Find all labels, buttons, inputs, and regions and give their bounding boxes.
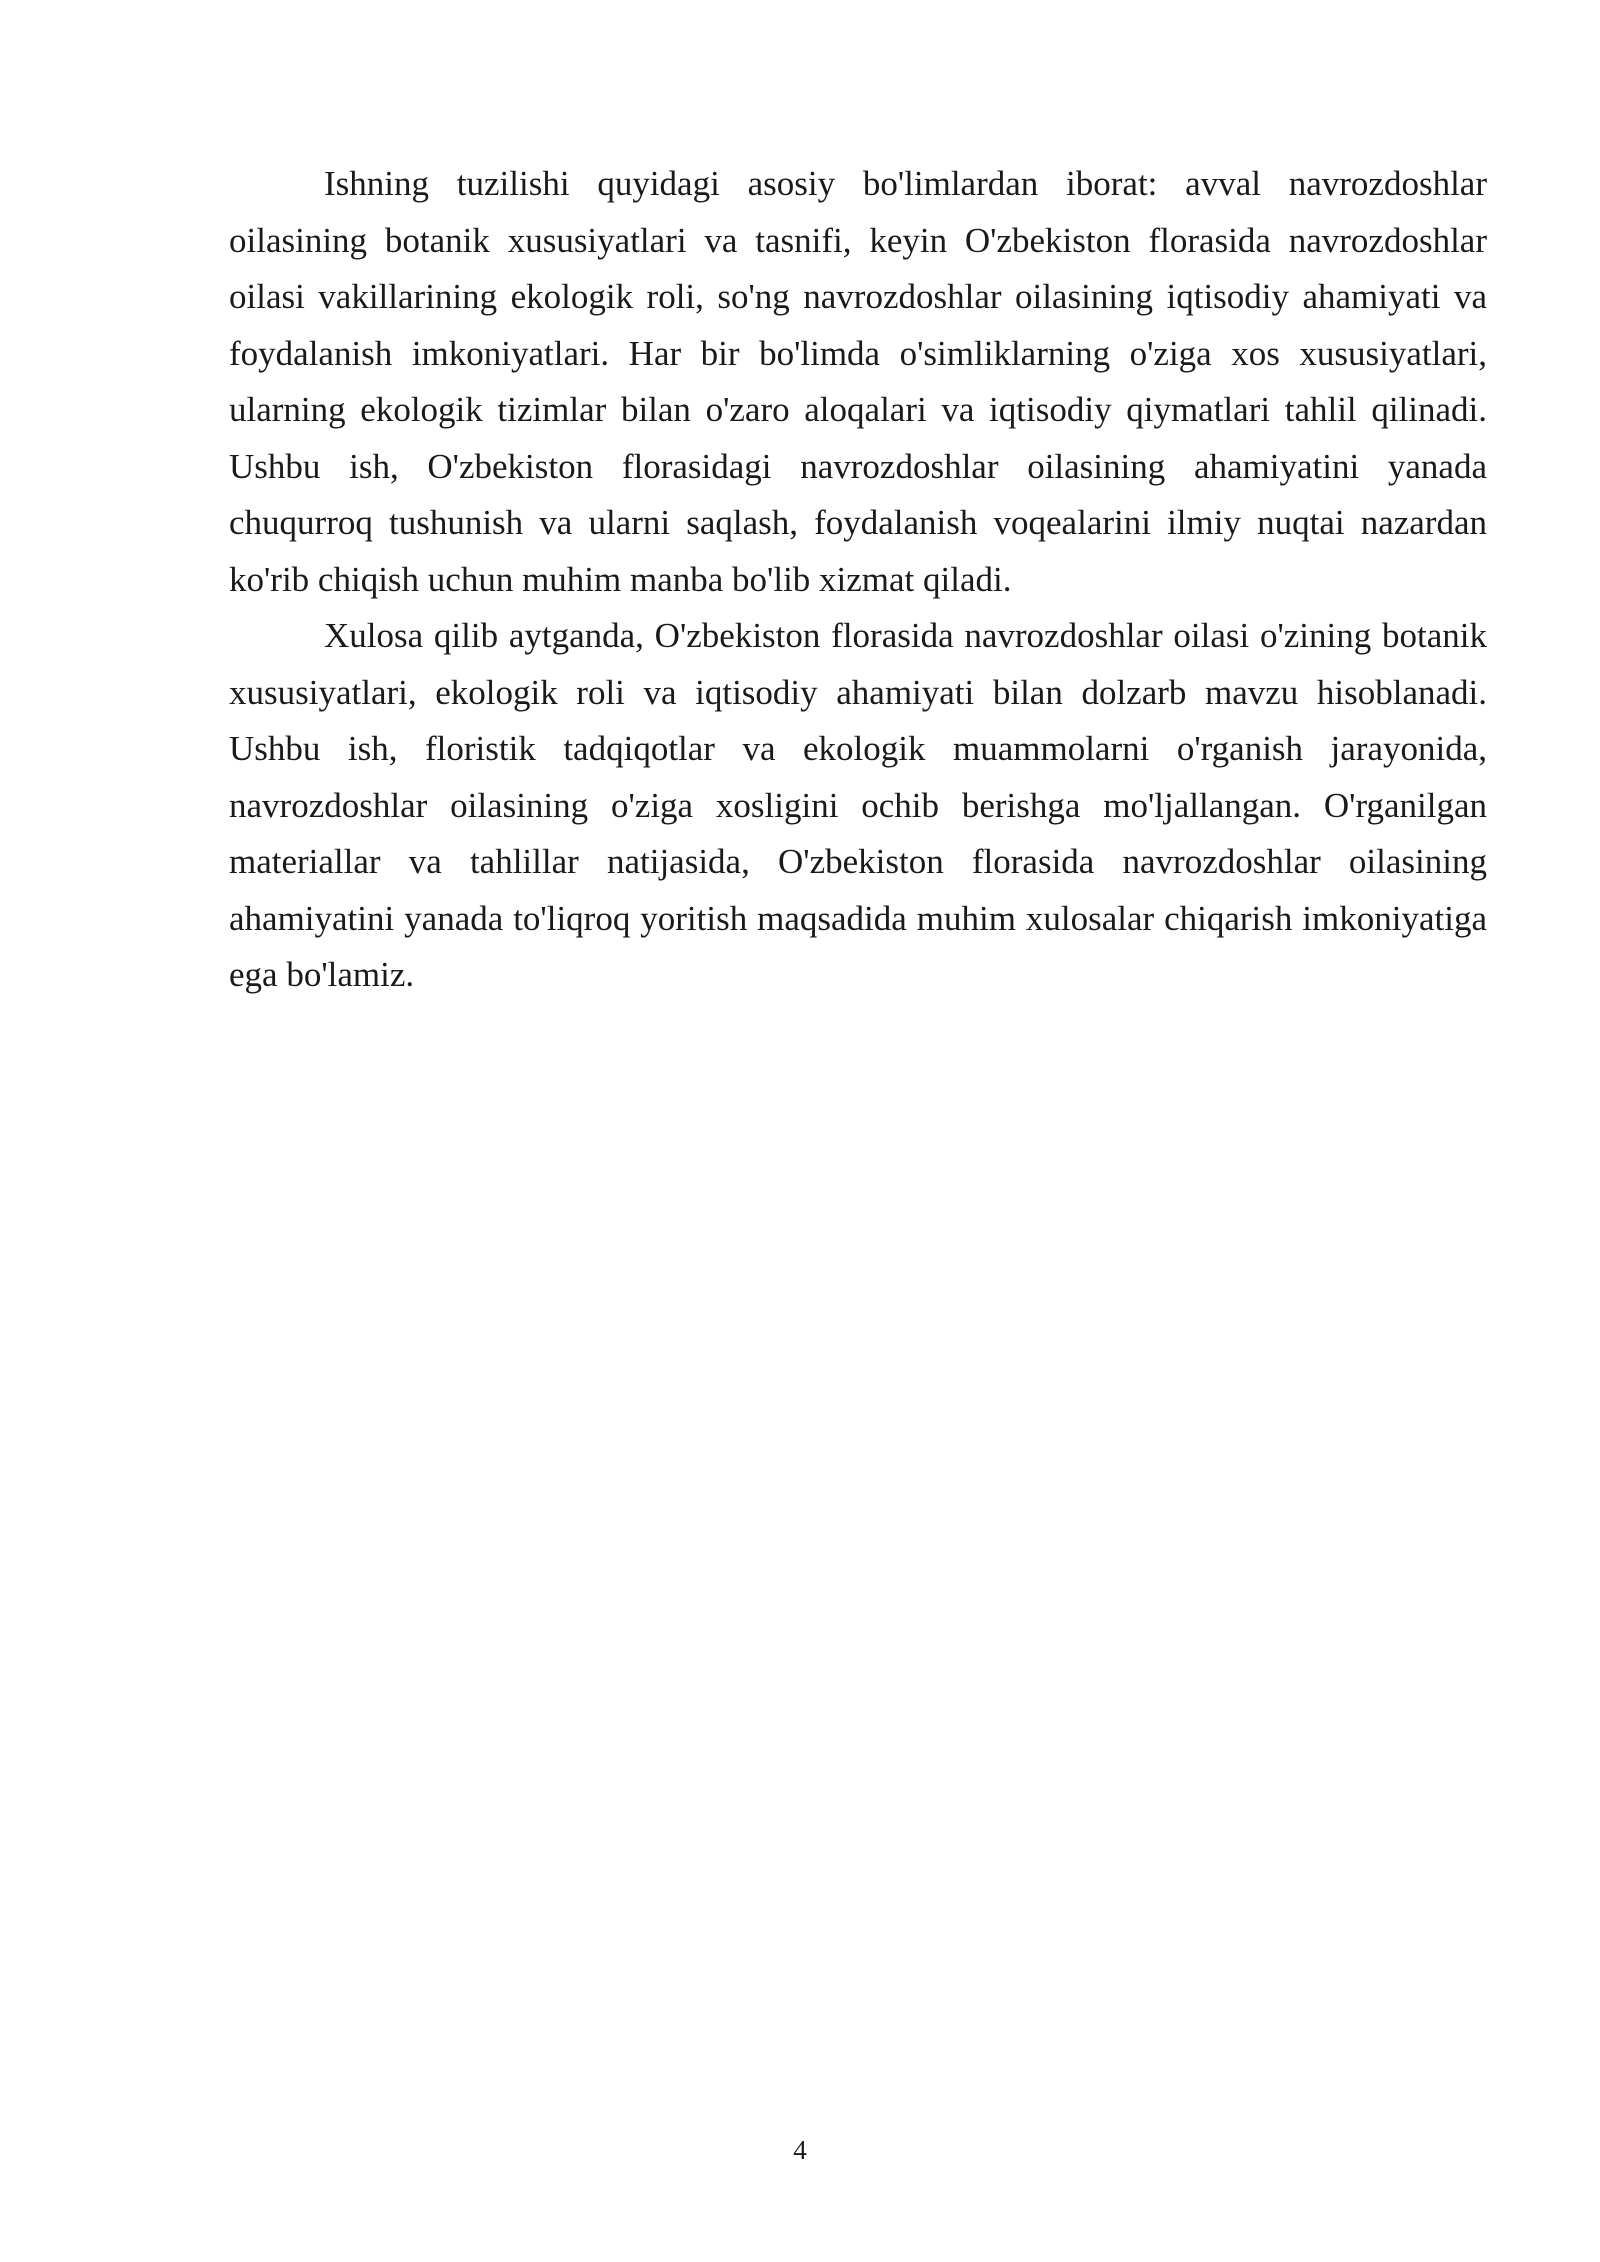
body-text xyxy=(229,156,1487,1004)
page-number: 4 xyxy=(793,2135,807,2165)
paragraph-conclusion: Xulosa qilib aytganda, O'zbekiston florasida navrozdoshlar oilasi o'zining botanik xususiyatlari, ekologik roli va iqtisodiy ahamiyati bilan dolzarb mavzu hisoblanadi. Ushbu ish, floristik tadqiqotlar va ekologik muammolarni o'rganish jarayonida, navrozdoshlar oilasining o'ziga xosligini ochib berishga mo'ljallangan. O'rganilgan materiallar va tahlillar natijasida, O'zbekiston florasida navrozdoshlar oilasining ahamiyatini yanada to'liqroq yoritish maqsadida muhim xulosalar chiqarish imkoniyatiga ega bo'lamiz. xyxy=(229,616,1487,994)
paragraph-structure: Ishning tuzilishi quyidagi asosiy bo'limlardan iborat: avval navrozdoshlar oilasining botanik xususiyatlari va tasnifi, keyin O'zbekiston florasida navrozdoshlar oilasi vakillarining ekologik roli, so'ng navrozdoshlar oilasining iqtisodiy ahamiyati va foydalanish imkoniyatlari. Har bir bo'limda o'simliklarning o'ziga xos xususiyatlari, ularning ekologik tizimlar bilan o'zaro aloqalari va iqtisodiy qiymatlari tahlil qilinadi. Ushbu ish, O'zbekiston florasidagi navrozdoshlar oilasining ahamiyatini yanada chuqurroq tushunish va ularni saqlash, foydalanish voqealarini ilmiy nuqtai nazardan ko'rib chiqish uchun muhim manba bo'lib xizmat qiladi. xyxy=(229,164,1487,599)
